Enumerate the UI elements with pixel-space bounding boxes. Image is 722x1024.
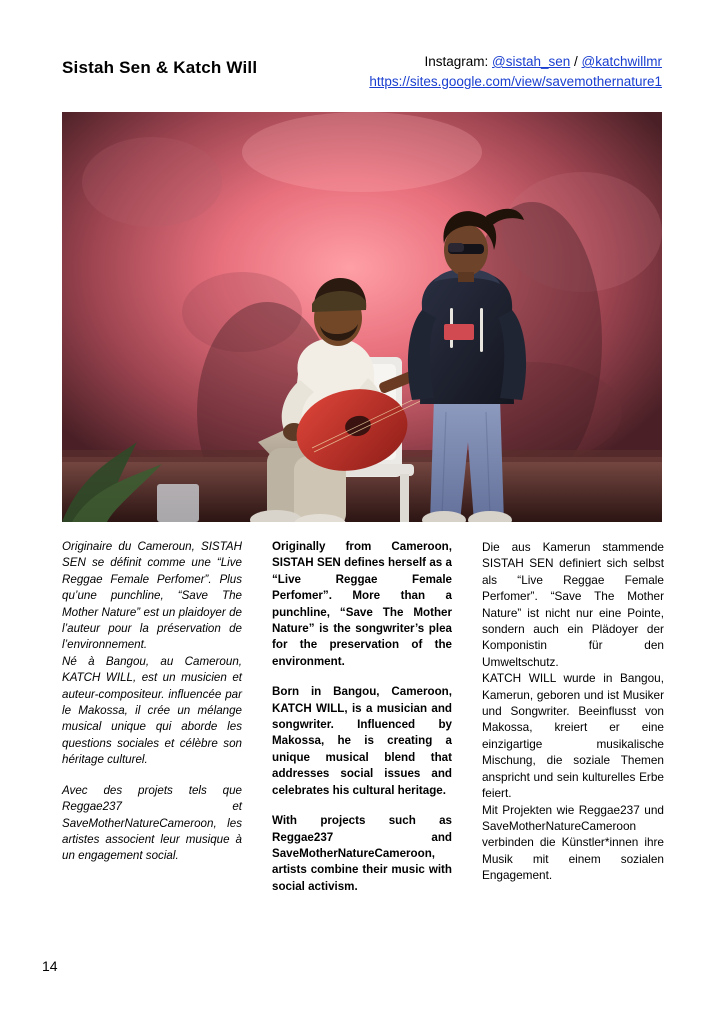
paragraph-en-3: With projects such as Reggae237 and SaveMotherNatureCameroon, artists combine their music with social activism.: [272, 814, 452, 893]
paragraph-fr-3: Avec des projets tels que Reggae237 et SaveMotherNatureCameroon, les artistes associent leur musique à un engagement social.: [62, 783, 242, 863]
contact-block: [242, 52, 662, 91]
paragraph-en-2: Born in Bangou, Cameroon, KATCH WILL, is a musician and songwriter. Influenced by Makossa, he is creating a unique musical blend that addresses social issues and celebrates his cultural heritage.: [272, 685, 452, 797]
paragraph-en-1: Originally from Cameroon, SISTAH SEN defines herself as a “Live Reggae Female Perfomer”. More than a punchline, “Save The Mother Nature” is the songwriter’s plea for the preservation of the environment.: [272, 540, 452, 668]
instagram-handle-katch-will[interactable]: @katchwillmr: [581, 54, 662, 69]
page-title: Sistah Sen & Katch Will: [62, 58, 258, 77]
paragraph-de-1: Die aus Kamerun stammende SISTAH SEN definiert sich selbst als “Live Reggae Female Perfomer”. “Save The Mother Nature” ist nicht nur eine Pointe, sondern auch ein Plädoyer der Komponistin für den Umweltschutz.: [482, 540, 664, 669]
instagram-label: Instagram:: [424, 54, 489, 69]
paragraph-fr-1: Originaire du Cameroun, SISTAH SEN se définit comme une “Live Reggae Female Perfomer”. Plus qu’une punchline, “Save The Mother Nature” est un plaidoyer de l’auteur pour la préservation de l’environnement.: [62, 540, 242, 652]
paragraph-fr-2: Né à Bangou, au Cameroun, KATCH WILL, est un musicien et auteur-compositeur. influencée par le Makossa, il crée un mélange musical unique qui aborde les questions sociales et célèbre son héritage culturel.: [62, 654, 242, 767]
instagram-handle-sistah-sen[interactable]: @sistah_sen: [491, 54, 571, 69]
paragraph-de-3: Mit Projekten wie Reggae237 und SaveMotherNatureCameroon verbinden die Künstler*innen ihre Musik mit einem sozialen Engagement.: [482, 802, 664, 883]
column-english: [272, 539, 452, 895]
column-french: [62, 539, 242, 865]
photo-illustration: [62, 112, 662, 522]
text-columns: [62, 539, 662, 959]
handle-separator: /: [574, 54, 578, 69]
page-header: [62, 52, 662, 98]
photo-two-musicians-performing-at-night: [62, 112, 662, 522]
website-link[interactable]: https://sites.google.com/view/savemothernature1: [369, 74, 662, 89]
page-number: 14: [42, 958, 58, 974]
column-german: [482, 539, 664, 884]
paragraph-de-2: KATCH WILL wurde in Bangou, Kamerun, geboren und ist Musiker und Songwriter. Beeinflusst von Makossa, kreiert er eine einzigartige musikalische Mischung, die soziale Themen anspricht und sein kulturelles Erbe feiert.: [482, 671, 664, 801]
